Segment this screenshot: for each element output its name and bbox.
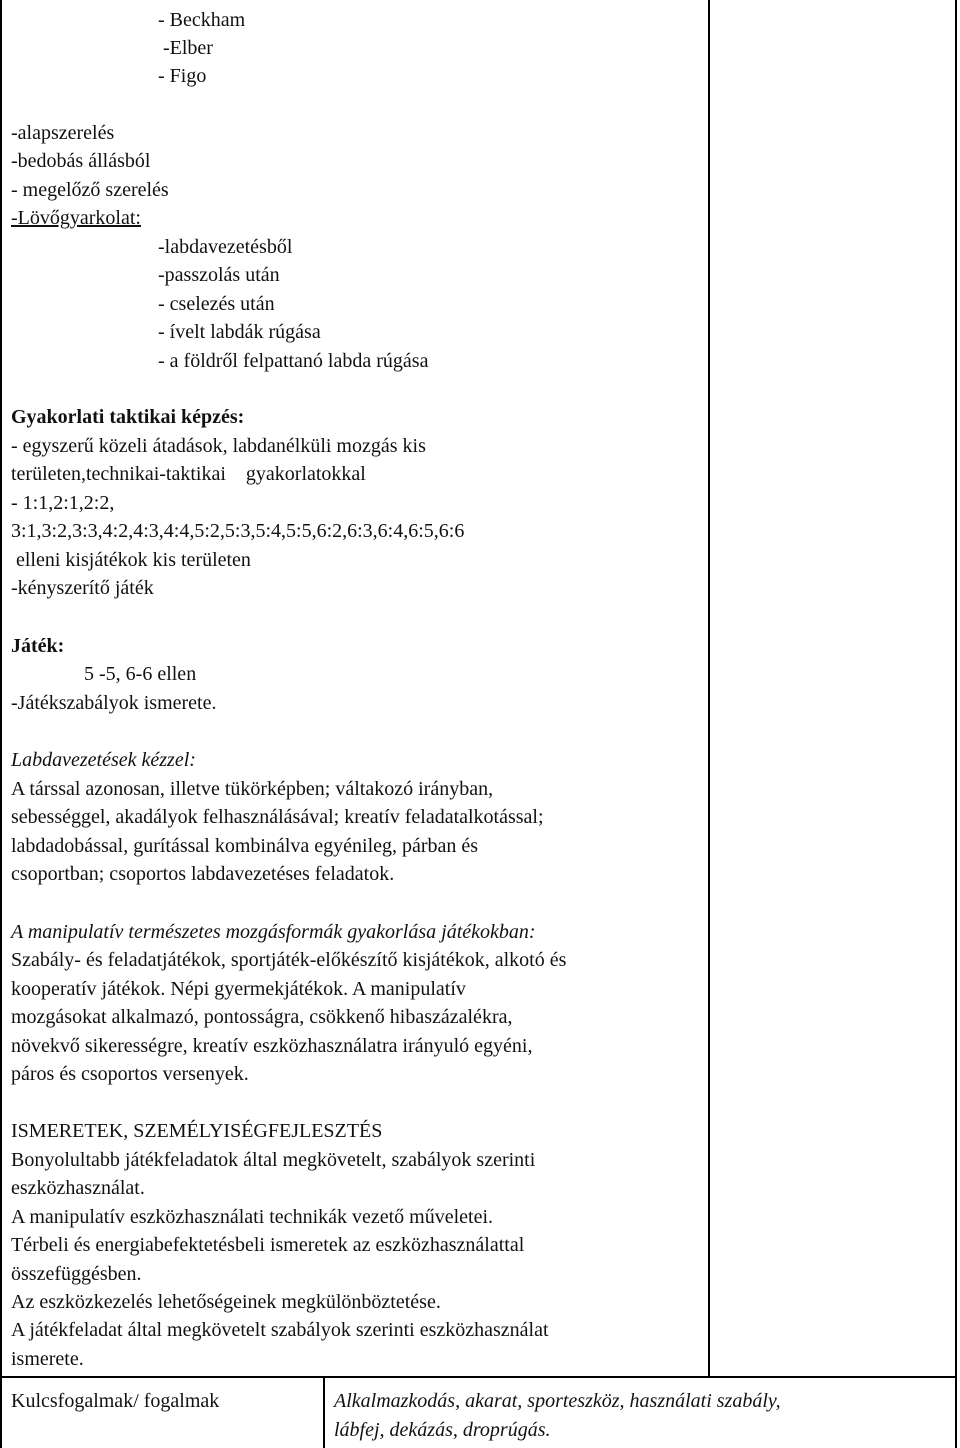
- manipulative-line: mozgásokat alkalmazó, pontosságra, csökkenő hibaszázalékra,: [11, 1006, 513, 1028]
- skill-line: - megelőző szerelés: [11, 179, 169, 201]
- tactics-line: - 1:1,2:1,2:2,: [11, 492, 115, 514]
- table-border-right: [955, 0, 957, 1448]
- manipulative-line: páros és csoportos versenyek.: [11, 1063, 249, 1085]
- knowledge-line: ismerete.: [11, 1348, 84, 1370]
- knowledge-line: Bonyolultabb játékfeladatok által megkövetelt, szabályok szerinti: [11, 1149, 536, 1171]
- game-line: 5 -5, 6-6 ellen: [84, 663, 197, 685]
- tactics-line: területen,technikai-taktikai gyakorlatokkal: [11, 463, 366, 485]
- shooting-item: - cselezés után: [158, 293, 275, 315]
- manipulative-heading: A manipulatív természetes mozgásformák gyakorlása játékokban:: [11, 921, 536, 943]
- player-line: - Beckham: [158, 9, 246, 31]
- keywords-label: Kulcsfogalmak/ fogalmak: [11, 1390, 220, 1412]
- player-line: - Figo: [158, 65, 207, 87]
- game-line: -Játékszabályok ismerete.: [11, 692, 217, 714]
- game-heading: Játék:: [11, 635, 65, 657]
- table-border-middle: [708, 0, 710, 1378]
- manipulative-line: Szabály- és feladatjátékok, sportjáték-előkészítő kisjátékok, alkotó és: [11, 949, 567, 971]
- keywords-value: lábfej, dekázás, droprúgás.: [334, 1419, 551, 1441]
- shooting-heading: -Lövőgyarkolat:: [11, 207, 141, 229]
- tactics-line: -kényszerítő játék: [11, 577, 154, 599]
- shooting-item: -labdavezetésből: [158, 236, 293, 258]
- dribbling-line: sebességgel, akadályok felhasználásával; kreatív feladatalkotással;: [11, 806, 544, 828]
- tactics-heading: Gyakorlati taktikai képzés:: [11, 406, 245, 428]
- knowledge-line: eszközhasználat.: [11, 1177, 145, 1199]
- shooting-item: - ívelt labdák rúgása: [158, 321, 321, 343]
- footer-cell-divider: [323, 1376, 325, 1448]
- manipulative-line: növekvő sikerességre, kreatív eszközhasználatra irányuló egyéni,: [11, 1035, 533, 1057]
- dribbling-heading: Labdavezetések kézzel:: [11, 749, 196, 771]
- tactics-line: 3:1,3:2,3:3,4:2,4:3,4:4,5:2,5:3,5:4,5:5,6:2,6:3,6:4,6:5,6:6: [11, 520, 465, 542]
- tactics-line: elleni kisjátékok kis területen: [11, 549, 251, 571]
- skill-line: -bedobás állásból: [11, 150, 151, 172]
- dribbling-line: A társsal azonosan, illetve tükörképben; váltakozó irányban,: [11, 778, 494, 800]
- dribbling-line: labdadobással, gurítással kombinálva egyénileg, párban és: [11, 835, 479, 857]
- knowledge-heading: ISMERETEK, SZEMÉLYISÉGFEJLESZTÉS: [11, 1120, 383, 1142]
- shooting-item: -passzolás után: [158, 264, 280, 286]
- knowledge-line: A manipulatív eszközhasználati technikák vezető műveletei.: [11, 1206, 494, 1228]
- tactics-line: - egyszerű közeli átadások, labdanélküli mozgás kis: [11, 435, 426, 457]
- dribbling-line: csoportban; csoportos labdavezetéses feladatok.: [11, 863, 395, 885]
- shooting-item: - a földről felpattanó labda rúgása: [158, 350, 429, 372]
- keywords-value: Alkalmazkodás, akarat, sporteszköz, használati szabály,: [334, 1390, 781, 1412]
- skill-line: -alapszerelés: [11, 122, 115, 144]
- table-border-left: [0, 0, 2, 1448]
- row-divider: [0, 1376, 957, 1378]
- knowledge-line: A játékfeladat által megkövetelt szabályok szerinti eszközhasználat: [11, 1319, 549, 1341]
- knowledge-line: Térbeli és energiabefektetésbeli ismeretek az eszközhasználattal: [11, 1234, 525, 1256]
- knowledge-line: összefüggésben.: [11, 1263, 142, 1285]
- manipulative-line: kooperatív játékok. Népi gyermekjátékok. A manipulatív: [11, 978, 466, 1000]
- knowledge-line: Az eszközkezelés lehetőségeinek megkülönböztetése.: [11, 1291, 441, 1313]
- player-line: -Elber: [163, 37, 213, 59]
